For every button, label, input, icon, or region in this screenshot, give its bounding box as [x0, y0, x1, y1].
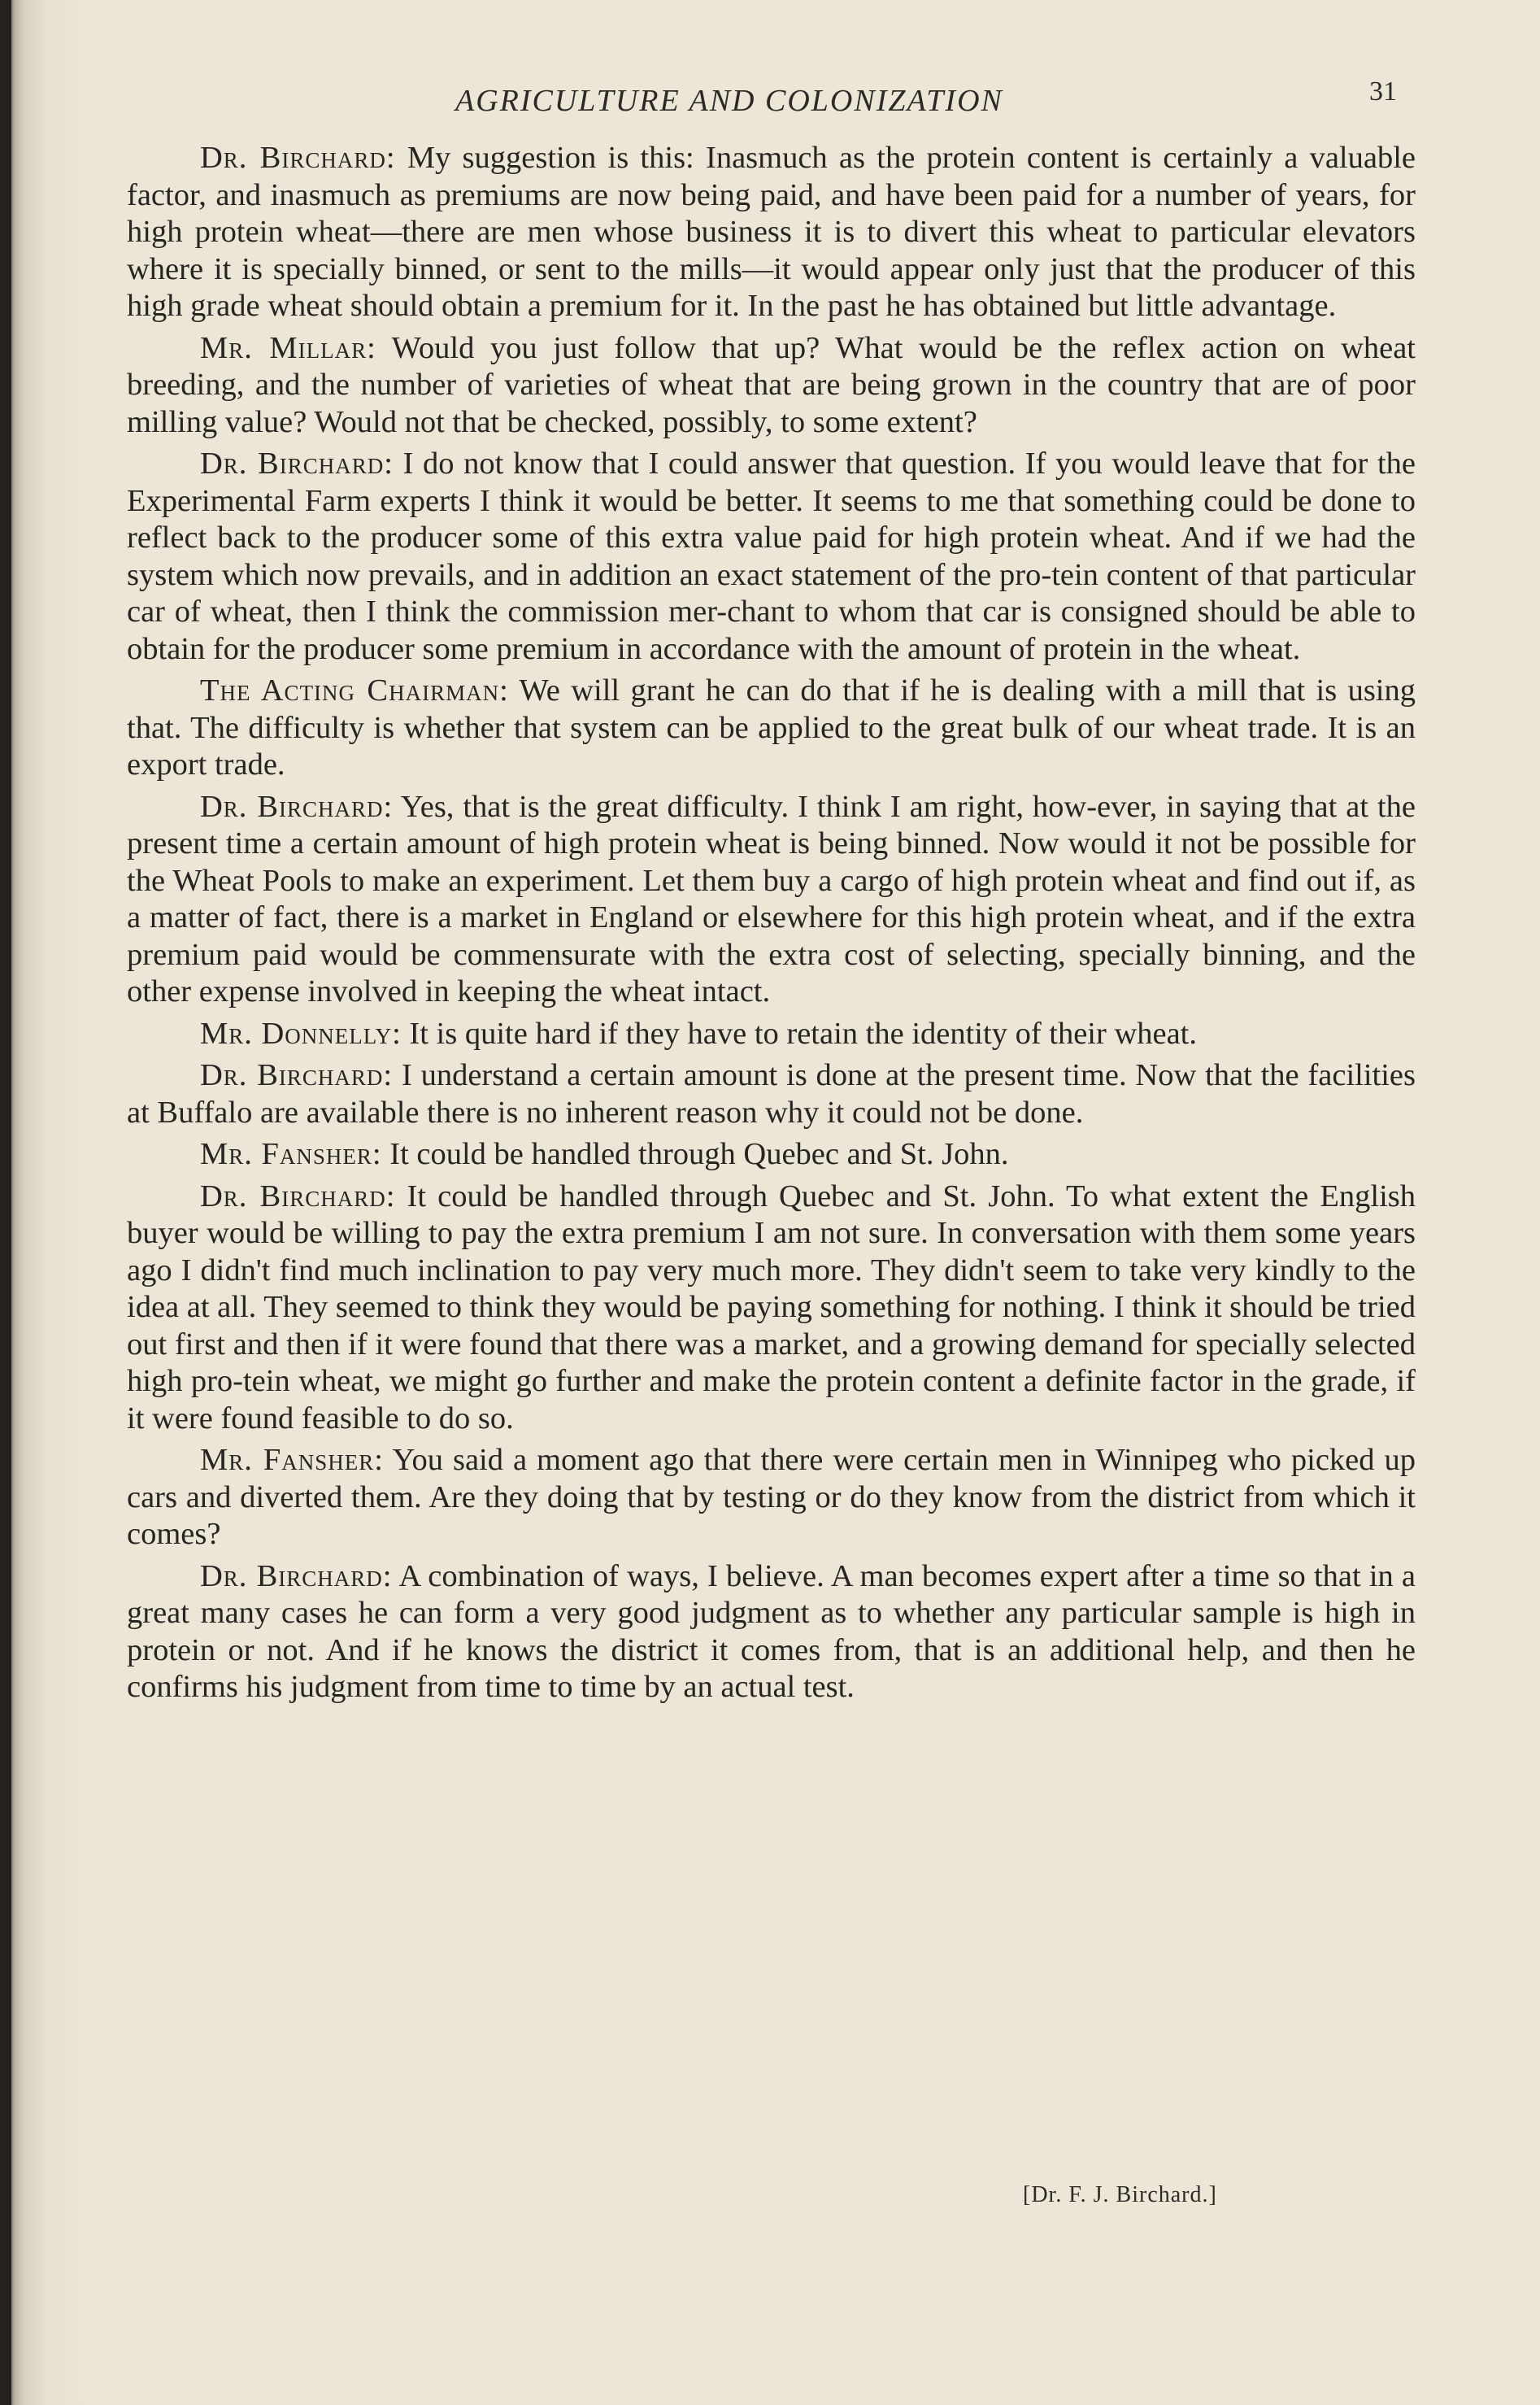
paragraph [127, 1016, 1416, 1053]
paragraph [127, 1558, 1416, 1706]
paragraph-text: My suggestion is this: Inasmuch as the protein content is certainly a valuable factor, and inasmuch as premiums are now being paid, and have been paid for a number of years, for high protein wheat—there are men whose business it is to divert this wheat to particular elevators where it is specially binned, or sent to the mills—it would appear only just that the producer of this high grade wheat should obtain a premium for it. In the past he has obtained but little advantage. [127, 141, 1416, 323]
speaker-name: Dr. Birchard: [200, 1058, 394, 1092]
paragraph-text: It could be handled through Quebec and St. John. [389, 1137, 1009, 1171]
paragraph [127, 1442, 1416, 1553]
speaker-name: Mr. Fansher: [200, 1443, 384, 1477]
binding-gutter [0, 0, 11, 2405]
speaker-name: Dr. Birchard: [200, 141, 396, 175]
paragraph [127, 789, 1416, 1011]
paragraph [127, 446, 1416, 668]
speaker-name: Mr. Fansher: [200, 1137, 382, 1171]
speaker-name: Mr. Millar: [200, 330, 376, 365]
paragraph-text: It could be handled through Quebec and St. John. To what extent the English buyer would be willing to pay the extra premium I am not sure. In conversation with them some years ago I didn't find much inclination to pay very much more. They didn't seem to take very kindly to the idea at all. They seemed to think they would be paying something for nothing. I think it should be tried out first and then if it were found that there was a market, and a growing demand for specially selected high pro-tein wheat, we might go further and make the protein content a definite factor in the grade, if it were found feasible to do so. [127, 1179, 1416, 1436]
paragraph [127, 140, 1416, 325]
paragraph-text: A combination of ways, I believe. A man becomes expert after a time so that in a great many cases he can form a very good judgment as to whether any particular sample is high in protein or not. And if he knows the district it comes from, that is an additional help, and then he confirms his judgment from time to time by an actual test. [127, 1558, 1416, 1704]
speaker-name: Dr. Birchard: [200, 789, 394, 824]
paragraph-text: We will grant he can do that if he is dealing with a mill that is using that. The difficulty is whether that system can be applied to the great bulk of our wheat trade. It is an export trade. [127, 673, 1416, 782]
paragraph-text: I do not know that I could answer that question. If you would leave that for the Experimental Farm experts I think it would be better. It seems to me that something could be done to reflect back to the producer some of this extra value paid for high protein wheat. And if we had the system which now prevails, and in addition an exact statement of the pro-tein content of that particular car of wheat, then I think the commission mer-chant to whom that car is consigned should be able to obtain for the producer some premium in accordance with the amount of protein in the wheat. [127, 447, 1416, 666]
paragraph [127, 330, 1416, 442]
paragraph-text: Would you just follow that up? What would be the reflex action on wheat breeding, and the number of varieties of wheat that are being grown in the country that are of poor milling value? Would not that be checked, possibly, to some extent? [127, 330, 1416, 439]
paragraph-text: Yes, that is the great difficulty. I think I am right, how-ever, in saying that at the present time a certain amount of high protein wheat is being binned. Now would it not be possible for the Wheat Pools to make an experiment. Let them buy a cargo of high protein wheat and find out if, as a matter of fact, there is a market in England or elsewhere for this high protein wheat, and if the extra premium paid would be commensurate with the extra cost of selecting, specially binning, and the other expense involved in keeping the wheat intact. [127, 789, 1416, 1009]
speaker-name: The Acting Chairman: [200, 673, 509, 708]
speaker-name: Dr. Birchard: [200, 447, 394, 481]
running-head: AGRICULTURE AND COLONIZATION [455, 84, 1003, 118]
transcript-body [127, 140, 1416, 1711]
paragraph-text: It is quite hard if they have to retain the identity of their wheat. [409, 1016, 1198, 1051]
speaker-name: Mr. Donnelly: [200, 1016, 402, 1051]
speaker-name: Dr. Birchard: [200, 1558, 393, 1593]
paragraph-text: I understand a certain amount is done at the present time. Now that the facilities at Buffalo are available there is no inherent reason why it could not be done. [127, 1058, 1416, 1130]
paragraph [127, 1136, 1416, 1174]
paragraph [127, 673, 1416, 784]
paragraph [127, 1057, 1416, 1131]
page-number: 31 [1369, 76, 1397, 107]
paragraph-text: You said a moment ago that there were certain men in Winnipeg who picked up cars and diverted them. Are they doing that by testing or do they know from the district from which it comes? [127, 1443, 1416, 1551]
paragraph [127, 1179, 1416, 1438]
speaker-signature: [Dr. F. J. Birchard.] [1023, 2182, 1217, 2207]
speaker-name: Dr. Birchard: [200, 1179, 396, 1213]
